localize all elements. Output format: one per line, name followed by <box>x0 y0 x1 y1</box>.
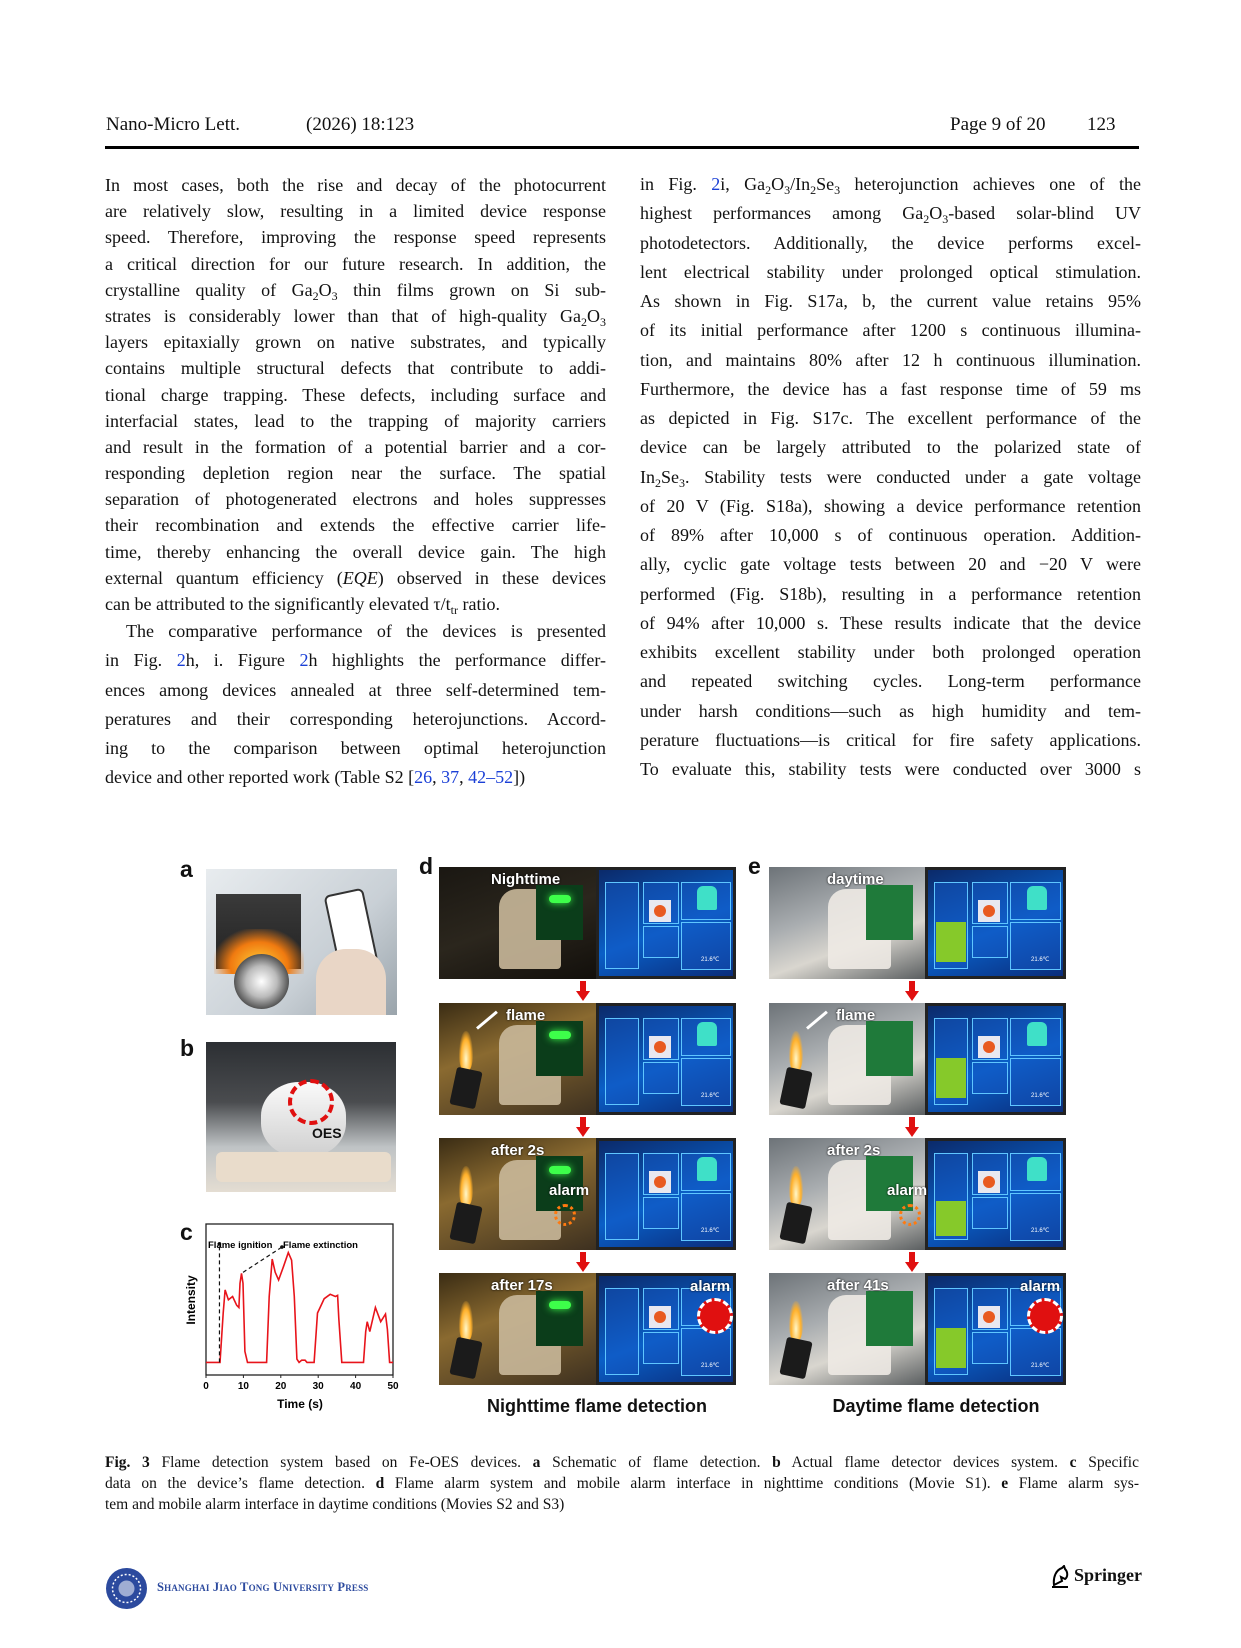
text-line <box>105 460 606 486</box>
text-run: device can be largely attributed to the polarized state of <box>640 437 1141 458</box>
text-run: speed. Therefore, improving the response speed represents <box>105 227 606 248</box>
safe-status-icon <box>697 1157 717 1181</box>
text-run: Flame alarm system and mobile alarm interface in nighttime conditions (Movie S1). <box>384 1475 1002 1492</box>
subscript: 3 <box>600 314 606 329</box>
text-line <box>640 697 1141 726</box>
safe-status-icon <box>697 886 717 910</box>
text-run: ing to the comparison between optimal heterojunction <box>105 738 606 758</box>
temperature-gauge-readout: 21.6℃ <box>1031 957 1050 963</box>
green-led <box>549 1031 571 1039</box>
green-led <box>549 1166 571 1174</box>
bold-label: c <box>1069 1454 1077 1471</box>
flame <box>789 1166 803 1206</box>
temperature-gauge-readout: 21.6℃ <box>701 1228 720 1234</box>
lighter <box>779 1337 812 1380</box>
article-number: 123 <box>1087 114 1116 135</box>
text-line <box>105 355 606 381</box>
text-run: tional charge trapping. These defects, including surface and <box>105 384 606 405</box>
alarm-bell-icon <box>1027 1298 1063 1334</box>
status-image <box>978 1306 1000 1328</box>
status-image <box>649 1306 671 1328</box>
green-chart-area <box>936 922 966 962</box>
temperature-gauge-readout: 21.6℃ <box>701 957 720 963</box>
text-run: thin films grown on Si sub- <box>337 279 606 300</box>
italic-term: EQE <box>342 567 378 588</box>
sequence-down-arrow-icon <box>576 991 590 1001</box>
interface-panel <box>972 1197 1008 1229</box>
alarm-label: alarm <box>690 1278 731 1295</box>
text-run: lent electrical stability under prolonged optical stimulation. <box>640 261 1141 282</box>
hand-illustration <box>316 949 386 1015</box>
fire-status-icon <box>654 905 666 917</box>
text-run: ratio. <box>457 594 500 614</box>
flame-intensity-chart <box>170 1200 410 1415</box>
detector-photo <box>769 1003 925 1115</box>
text-run: data on the device’s flame detection. <box>105 1475 376 1492</box>
interface-panel <box>605 1288 639 1375</box>
subscript: 2 <box>581 314 587 329</box>
safe-status-icon <box>697 1022 717 1046</box>
text-line <box>640 521 1141 550</box>
subscript: 3 <box>784 183 791 197</box>
temperature-gauge-readout: 21.6℃ <box>701 1093 720 1099</box>
bold-label: e <box>1001 1475 1009 1492</box>
row-label: flame <box>836 1007 876 1024</box>
header-rule <box>105 146 1139 149</box>
flame <box>459 1301 473 1341</box>
text-line <box>105 277 606 303</box>
text-line <box>105 646 606 675</box>
text-run: time, thereby enhancing the overall device gain. The high <box>105 541 606 562</box>
text-run: can be attributed to the significantly elevated τ/t <box>105 594 451 614</box>
text-run: device and other reported work (Table S2 [ <box>105 767 415 788</box>
text-line <box>105 382 606 408</box>
sequence-down-arrow-icon <box>905 1262 919 1272</box>
annotation-flame-ignition: Flame ignition <box>208 1240 273 1251</box>
text-run: under harsh conditions—such as high humidity and tem- <box>640 700 1141 721</box>
interface-panel <box>643 1197 679 1229</box>
subscript: 2 <box>810 183 817 197</box>
text-run: a critical direction for our future research. In addition, the <box>105 253 606 274</box>
text-line <box>105 1452 1139 1473</box>
temperature-gauge-readout: 21.6℃ <box>1031 1363 1050 1369</box>
nighttime-caption: Nighttime flame detection <box>486 1396 708 1416</box>
temperature-gauge-readout: 21.6℃ <box>701 1363 720 1369</box>
row-label: flame <box>506 1007 546 1024</box>
text-line <box>640 609 1141 638</box>
detector-photo <box>439 867 596 979</box>
text-line <box>105 734 606 763</box>
temperature-gauge-readout: 21.6℃ <box>1031 1093 1050 1099</box>
text-run: interfacial states, lead to the trapping of majority carriers <box>105 410 606 431</box>
interface-panel <box>643 1062 679 1094</box>
alarm-label: alarm <box>549 1182 590 1199</box>
detector-photo <box>769 1273 925 1385</box>
text-run: layers epitaxially grown on native substrates, and typically <box>105 332 606 353</box>
text-run: of 20 V (Fig. S18a), showing a device performance retention <box>640 495 1141 516</box>
text-line <box>105 408 606 434</box>
text-run: To evaluate this, stability tests were conducted over 3000 s <box>640 759 1141 779</box>
text-run: As shown in Fig. S17a, b, the current value retains 95% <box>640 291 1141 311</box>
text-line <box>105 565 606 591</box>
text-run: in Fig. <box>640 174 712 194</box>
sjtu-press-name: Shanghai Jiao Tong University Press <box>157 1580 369 1594</box>
interface-panel <box>972 1332 1008 1364</box>
text-line <box>640 638 1141 667</box>
text-run: /In <box>790 174 811 194</box>
text-line <box>105 172 606 198</box>
lighter <box>779 1202 812 1245</box>
text-run: Flame detection system based on Fe-OES devices. <box>149 1454 533 1471</box>
subscript: 3 <box>942 212 949 227</box>
text-line <box>105 251 606 277</box>
row-label: after 2s <box>827 1142 881 1159</box>
row-label: daytime <box>827 871 884 888</box>
text-run: ences among devices annealed at three self-determined tem- <box>105 679 606 700</box>
safe-status-icon <box>1027 1022 1047 1046</box>
sequence-down-arrow-icon <box>905 1127 919 1137</box>
text-run: and result in the formation of a potential barrier and a cor- <box>105 436 606 457</box>
text-line <box>105 224 606 250</box>
flame <box>459 1166 473 1206</box>
text-run: in Fig. <box>105 650 177 671</box>
text-line <box>105 617 606 646</box>
fire-status-icon <box>983 1311 995 1323</box>
interface-panel <box>605 1018 639 1105</box>
text-run: contains multiple structural defects that contribute to addi- <box>105 358 606 379</box>
text-run: O <box>771 174 785 194</box>
subscript: 2 <box>923 212 930 227</box>
status-image <box>978 900 1000 922</box>
sjtu-press-logo-icon <box>105 1567 148 1610</box>
panel-a-letter: a <box>180 856 193 882</box>
text-line <box>640 404 1141 433</box>
sequence-down-arrow-icon <box>576 1127 590 1137</box>
flame-pointer-arrow-icon <box>806 1011 828 1030</box>
text-line <box>640 667 1141 696</box>
text-run: external quantum efficiency ( <box>105 567 343 588</box>
text-run: , <box>432 767 442 788</box>
text-line <box>105 486 606 512</box>
text-line <box>640 463 1141 492</box>
panel-b-letter: b <box>180 1035 195 1061</box>
bold-label: a <box>532 1454 541 1471</box>
text-run: Schematic of flame detection. <box>540 1454 773 1471</box>
flame-detection-schematic <box>206 869 397 1015</box>
interface-panel <box>643 1332 679 1364</box>
reference-link[interactable]: 37 <box>441 767 460 788</box>
detector-photo <box>439 1273 596 1385</box>
x-tick-label: 20 <box>275 1381 287 1392</box>
detector-highlight-circle <box>288 1079 334 1125</box>
lighter <box>449 1337 482 1380</box>
text-line <box>640 170 1141 199</box>
green-chart-area <box>936 1058 966 1098</box>
text-line <box>105 1473 1139 1494</box>
status-image <box>978 1036 1000 1058</box>
text-run: separation of photogenerated electrons and holes suppresses <box>105 489 606 510</box>
text-run: of 94% after 10,000 s. These results indicate that the device <box>640 612 1141 633</box>
text-run: Se <box>661 466 679 487</box>
mobile-alarm-interface <box>925 1003 1066 1115</box>
mobile-alarm-interface <box>925 1138 1066 1250</box>
interface-panel <box>643 926 679 958</box>
status-image <box>649 900 671 922</box>
interface-panel <box>972 926 1008 958</box>
text-line <box>640 199 1141 228</box>
interface-panel <box>972 1062 1008 1094</box>
green-led <box>549 1301 571 1309</box>
text-line <box>105 539 606 565</box>
x-tick-label: 30 <box>312 1381 324 1392</box>
mobile-alarm-interface <box>596 867 736 979</box>
reference-link[interactable]: 26 <box>414 767 433 788</box>
circuit-board <box>866 1291 913 1346</box>
mobile-alarm-interface <box>925 867 1066 979</box>
subscript: tr <box>450 603 458 617</box>
detector-photo <box>439 1003 596 1115</box>
panel-c-letter: c <box>180 1219 193 1245</box>
lighter <box>779 1067 812 1110</box>
text-line <box>105 512 606 538</box>
text-line <box>105 434 606 460</box>
subscript: 2 <box>765 183 772 197</box>
lighter <box>449 1067 482 1110</box>
subscript: 3 <box>331 288 338 303</box>
alarm-light-icon <box>554 1204 576 1226</box>
safe-status-icon <box>1027 1157 1047 1181</box>
text-run: their recombination and extends the effective carrier life- <box>105 515 606 536</box>
text-line <box>640 755 1141 784</box>
text-line <box>640 550 1141 579</box>
text-run: performed (Fig. S18b), resulting in a performance retention <box>640 583 1141 604</box>
daytime-caption: Daytime flame detection <box>832 1396 1040 1416</box>
page-number: Page 9 of 20 <box>950 114 1046 135</box>
text-run: perature fluctuations—is critical for fire safety applications. <box>640 729 1141 750</box>
text-line <box>640 346 1141 375</box>
circuit-board <box>536 885 583 940</box>
fire-status-icon <box>983 1041 995 1053</box>
text-run: of its initial performance after 1200 s continuous illumina- <box>640 320 1141 341</box>
flame <box>459 1031 473 1071</box>
text-line <box>640 375 1141 404</box>
text-line <box>105 1494 1139 1515</box>
x-axis-label: Time (s) <box>277 1397 323 1411</box>
subscript: 2 <box>312 288 319 303</box>
text-line <box>640 580 1141 609</box>
text-run: responding depletion region near the surface. The spatial <box>105 463 606 484</box>
text-run: strates is considerably lower than that of high-quality Ga <box>105 305 581 326</box>
detector-photo <box>769 867 925 979</box>
text-run: Flame alarm sys- <box>1008 1475 1139 1492</box>
row-label: after 2s <box>491 1142 545 1159</box>
text-run: The comparative performance of the devices is presented <box>126 621 606 641</box>
flame-pointer-arrow-icon <box>476 1011 498 1030</box>
text-run: ally, cyclic gate voltage tests between 20 and −20 V were <box>640 554 1141 575</box>
interface-panel <box>605 1153 639 1240</box>
mobile-alarm-interface <box>596 1138 736 1250</box>
alarm-label: alarm <box>1020 1278 1061 1295</box>
panel-e-letter: e <box>748 853 761 879</box>
bold-label: Fig. 3 <box>105 1454 150 1471</box>
text-run: Actual flame detector devices system. <box>780 1454 1070 1471</box>
alarm-label: alarm <box>887 1182 928 1199</box>
text-run: tion, and maintains 80% after 12 h continuous illumination. <box>640 349 1141 370</box>
x-tick-label: 0 <box>203 1381 209 1392</box>
text-line <box>640 726 1141 755</box>
text-run: crystalline quality of Ga <box>105 279 313 300</box>
text-line <box>105 763 606 792</box>
text-line <box>105 303 606 329</box>
status-image <box>978 1171 1000 1193</box>
subscript: 2 <box>655 475 661 490</box>
text-run: peratures and their corresponding heterojunctions. Accord- <box>105 708 606 729</box>
base-plate <box>216 1152 391 1182</box>
reference-link[interactable]: 2 <box>299 650 309 671</box>
right-column <box>640 170 1141 784</box>
text-run: . Stability tests were conducted under a gate voltage <box>685 466 1141 487</box>
left-paragraph-2 <box>105 617 606 793</box>
journal-name: Nano-Micro Lett. <box>106 114 241 135</box>
fire-status-icon <box>654 1311 666 1323</box>
text-run: -based solar-blind UV <box>948 203 1141 224</box>
annotation-flame-extinction: Flame extinction <box>283 1240 358 1251</box>
text-line <box>105 198 606 224</box>
oes-label: OES <box>312 1125 342 1141</box>
safe-status-icon <box>1027 886 1047 910</box>
text-run: h, i. Figure <box>185 650 300 671</box>
text-run: O <box>929 203 943 224</box>
text-run: i, Ga <box>720 174 766 194</box>
x-tick-label: 50 <box>387 1381 399 1392</box>
circuit-board <box>536 1291 583 1346</box>
status-image <box>649 1171 671 1193</box>
text-run: are relatively slow, resulting in a limited device response <box>105 201 606 222</box>
reference-link[interactable]: 2 <box>711 174 721 194</box>
text-line <box>105 591 606 617</box>
text-run: as depicted in Fig. S17c. The excellent performance of the <box>640 408 1141 428</box>
text-line <box>640 287 1141 316</box>
text-line <box>640 433 1141 462</box>
text-run: Se <box>816 174 835 194</box>
text-line <box>640 316 1141 345</box>
subscript: 3 <box>679 475 685 490</box>
panel-d-letter: d <box>419 853 434 879</box>
text-run: heterojunction achieves one of the <box>840 174 1141 194</box>
green-led <box>549 895 571 903</box>
text-run: ]) <box>513 767 526 788</box>
green-chart-area <box>936 1201 966 1236</box>
fire-status-icon <box>983 905 995 917</box>
row-label: after 41s <box>827 1277 889 1294</box>
x-tick-label: 10 <box>237 1381 249 1392</box>
fire-status-icon <box>654 1041 666 1053</box>
bold-label: d <box>375 1475 385 1492</box>
text-run: In <box>640 466 655 487</box>
springer-logo-text: Springer <box>1074 1565 1143 1585</box>
text-run: exhibits excellent stability under both prolonged operation <box>640 642 1141 662</box>
interface-panel <box>605 882 639 969</box>
flame-detector-photo <box>206 1042 396 1192</box>
reference-link[interactable]: 2 <box>176 650 186 671</box>
text-run: h highlights the performance differ- <box>308 650 606 671</box>
text-run: highest performances among Ga <box>640 203 924 224</box>
fire-status-icon <box>983 1176 995 1188</box>
text-line <box>105 676 606 705</box>
fire-status-icon <box>654 1176 666 1188</box>
text-run: of 89% after 10,000 s of continuous operation. Addition- <box>640 525 1141 545</box>
row-label: after 17s <box>491 1277 553 1294</box>
temperature-gauge-readout: 21.6℃ <box>1031 1228 1050 1234</box>
alarm-light-icon <box>899 1204 921 1226</box>
text-line <box>105 329 606 355</box>
alarm-bell-icon <box>697 1298 733 1334</box>
flame <box>789 1031 803 1071</box>
x-tick-label: 40 <box>350 1381 362 1392</box>
reference-link[interactable]: 42–52 <box>468 767 514 788</box>
left-paragraph-1 <box>105 172 606 617</box>
springer-horse-icon <box>1050 1565 1070 1589</box>
text-run: tem and mobile alarm interface in daytime conditions (Movies S2 and S3) <box>105 1496 565 1513</box>
flame <box>789 1301 803 1341</box>
figure-caption <box>105 1452 1139 1515</box>
text-run: Furthermore, the device has a fast response time of 59 ms <box>640 378 1141 399</box>
text-line <box>640 492 1141 521</box>
text-line <box>640 229 1141 258</box>
text-run: ) observed in these devices <box>377 567 606 588</box>
circuit-board <box>866 1021 913 1076</box>
circuit-board <box>536 1021 583 1076</box>
circuit-board <box>866 885 913 940</box>
text-run: , <box>459 767 469 788</box>
text-run: Specific <box>1076 1454 1139 1471</box>
status-image <box>649 1036 671 1058</box>
text-run: and repeated switching cycles. Long-term performance <box>640 671 1141 692</box>
intensity-series-line <box>206 1253 393 1363</box>
text-line <box>105 705 606 734</box>
y-axis-label: Intensity <box>184 1275 198 1325</box>
text-run: photodetectors. Additionally, the device performs excel- <box>640 232 1141 253</box>
sequence-down-arrow-icon <box>576 1262 590 1272</box>
text-run: In most cases, both the rise and decay of the photocurrent <box>105 175 606 195</box>
text-run: O <box>587 305 600 326</box>
green-chart-area <box>936 1328 966 1368</box>
row-label: Nighttime <box>491 871 561 888</box>
sequence-down-arrow-icon <box>905 991 919 1001</box>
subscript: 3 <box>834 183 841 197</box>
citation: (2026) 18:123 <box>306 114 415 135</box>
text-run: O <box>318 279 332 300</box>
lighter <box>449 1202 482 1245</box>
mobile-alarm-interface <box>596 1003 736 1115</box>
bold-label: b <box>772 1454 781 1471</box>
text-line <box>640 258 1141 287</box>
sensor-illustration <box>234 954 289 1009</box>
